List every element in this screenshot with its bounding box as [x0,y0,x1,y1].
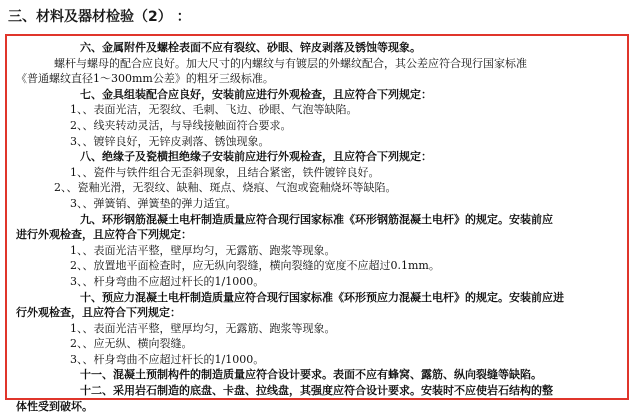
text-line: 螺杆与螺母的配合应良好。加大尺寸的内螺纹与有镀层的外螺纹配合，其公差应符合现行国家标准 [54,56,527,70]
text-line: 进行外观检查，且应符合下列规定： [16,228,192,242]
text-line: 2、、放置地平面检查时，应无纵向裂缝，横向裂缝的宽度不应超过0.1mm。 [70,259,440,273]
text-line: 十、预应力混凝土电杆制造质量应符合现行国家标准《环形预应力混凝土电杆》的规定。安装前应进 [80,290,564,304]
text-line: 1、、表面光洁，无裂纹、毛刺、飞边、砂眼、气泡等缺陷。 [70,103,358,117]
text-line: 六、金属附件及螺栓表面不应有裂纹、砂眼、锌皮剥落及锈蚀等现象。 [80,41,421,54]
text-line: 体性受到破坏。 [16,399,93,413]
text-line: 1、、表面光洁平整，壁厚均匀，无露筋、跑浆等现象。 [70,243,336,257]
text-line: 1、、瓷件与铁件组合无歪斜现象，且结合紧密，铁件镀锌良好。 [70,165,380,179]
text-line: 2、、线夹转动灵活，与导线接触面符合要求。 [70,118,292,132]
text-line: 九、环形钢筋混凝土电杆制造质量应符合现行国家标准《环形钢筋混凝土电杆》的规定。安装前应 [80,212,553,226]
section-heading: 三、材料及器材检验（2） ： [8,9,191,25]
text-line: 十二、采用岩石制造的底盘、卡盘、拉线盘，其强度应符合设计要求。安装时不应使岩石结构的整 [80,384,553,398]
text-line: 《普通螺纹直径1～300mm公差》的粗牙三级标准。 [16,72,274,86]
text-line: 3、、弹簧销、弹簧垫的弹力适宜。 [70,196,237,210]
text-line: 八、绝缘子及瓷横担绝缘子安装前应进行外观检查，且应符合下列规定： [80,150,432,164]
text-line: 1、、表面光洁平整，壁厚均匀，无露筋、跑浆等现象。 [70,321,336,335]
text-line: 3、、杆身弯曲不应超过杆长的1/1000。 [70,274,265,288]
text-line: 2、、应无纵、横向裂缝。 [70,337,193,351]
text-line: 3、、杆身弯曲不应超过杆长的1/1000。 [70,352,265,366]
text-line: 七、金具组装配合应良好，安装前应进行外观检查，且应符合下列规定： [80,87,432,101]
text-line: 行外观检查，且应符合下列规定： [16,306,181,320]
text-line: 2、、瓷釉光滑，无裂纹、缺釉、斑点、烧痕、气泡或瓷釉烧坏等缺陷。 [54,181,397,195]
text-line: 十一、混凝土预制构件的制造质量应符合设计要求。表面不应有蜂窝、露筋、纵向裂缝等缺陷。 [80,368,542,382]
text-line: 3、、镀锌良好，无锌皮剥落、锈蚀现象。 [70,134,270,148]
document-body [12,40,624,414]
